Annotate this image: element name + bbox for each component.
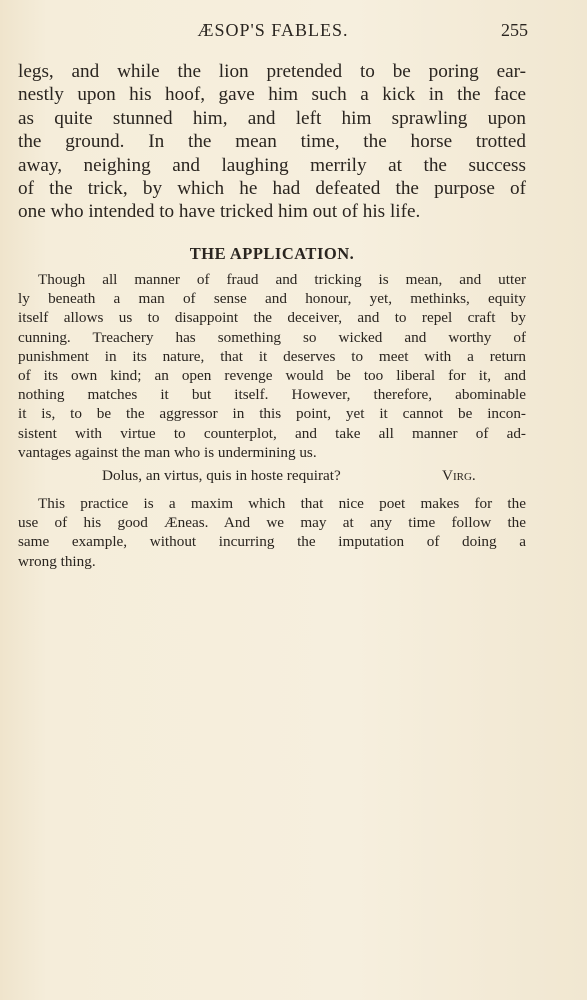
text-line: away, neighing and laughing merrily at the success (18, 154, 526, 176)
text-line: This practice is a maxim which that nice poet makes for the (38, 495, 526, 512)
running-title: ÆSOP'S FABLES. (197, 20, 349, 40)
text-line: one who intended to have tricked him out of his life. (18, 201, 421, 223)
quotation-author: Virg. (442, 467, 476, 484)
text-line: legs, and while the lion pretended to be poring ear- (18, 61, 526, 82)
text-line: nothing matches it but itself. However, therefore, abominable (18, 386, 526, 404)
text-line: the ground. In the mean time, the horse trotted (18, 131, 526, 153)
text-line: cunning. Treachery has something so wicked and worthy of (18, 328, 526, 346)
text-line: ly beneath a man of sense and honour, yet, methinks, equity (18, 290, 526, 308)
page-header (18, 18, 528, 44)
text-line: use of his good Æneas. And we may at any time follow the (18, 514, 526, 532)
text-line: wrong thing. (18, 552, 96, 570)
text-line: punishment in its nature, that it deserves to meet with a return (18, 347, 526, 365)
text-line: of its own kind; an open revenge would be too liberal for it, and (18, 367, 526, 385)
text-line: it is, to be the aggressor in this point, yet it cannot be incon- (18, 405, 526, 423)
text-line: nestly upon his hoof, gave him such a kick in the face (18, 84, 526, 106)
text-line: same example, without incurring the imputation of doing a (18, 533, 526, 551)
text-line: of the trick, by which he had defeated the purpose of (18, 178, 526, 200)
text-line: vantages against the man who is undermining us. (18, 443, 317, 461)
closing-paragraph (18, 494, 526, 571)
text-line: sistent with virtue to counterplot, and take all manner of ad- (18, 424, 526, 442)
text-line: as quite stunned him, and left him sprawling upon (18, 107, 526, 129)
text-line: Though all manner of fraud and tricking is mean, and utter (38, 271, 526, 288)
fable-paragraph (18, 60, 526, 224)
application-paragraph (18, 270, 526, 462)
section-heading: THE APPLICATION. (189, 244, 355, 263)
quotation-text: Dolus, an virtus, quis in hoste requirat? (102, 467, 341, 484)
text-line: itself allows us to disappoint the deceiver, and to repel craft by (18, 309, 526, 327)
latin-quotation (18, 467, 526, 487)
page-number: 255 (501, 20, 528, 40)
